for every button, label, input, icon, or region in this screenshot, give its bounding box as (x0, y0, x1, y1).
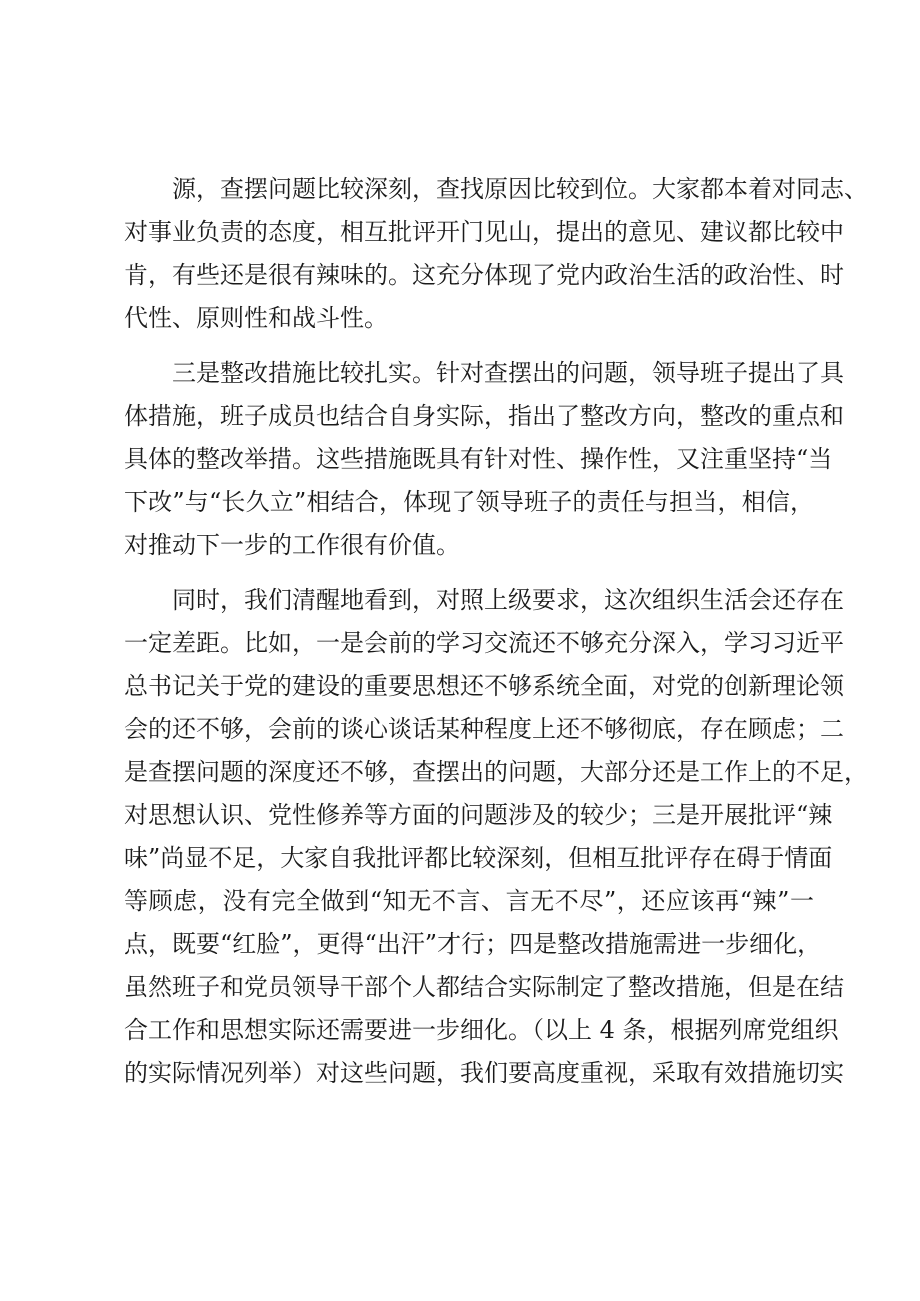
paragraph-2-line-2: 体措施，班子成员也结合自身实际，指出了整改方向，整改的重点和 (124, 402, 844, 430)
paragraph-3-line-1: 同时，我们清醒地看到，对照上级要求，这次组织生活会还存在 (172, 586, 844, 614)
paragraph-3-line-3: 总书记关于党的建设的重要思想还不够系统全面，对党的创新理论领 (124, 672, 844, 700)
paragraph-1-line-3: 肯，有些还是很有辣味的。这充分体现了党内政治生活的政治性、时 (124, 261, 844, 289)
paragraph-3-line-7: 味”尚显不足，大家自我批评都比较深刻，但相互批评存在碍于情面 (124, 844, 833, 872)
paragraph-3-line-8: 等顾虑，没有完全做到“知无不言、言无不尽”，还应该再“辣”一 (124, 887, 814, 915)
paragraph-3-line-6: 对思想认识、党性修养等方面的问题涉及的较少；三是开展批评“辣 (124, 801, 833, 829)
paragraph-3-line-12: 的实际情况列举）对这些问题，我们要高度重视，采取有效措施切实 (124, 1059, 844, 1087)
paragraph-2-line-5: 对推动下一步的工作很有价值。 (124, 531, 460, 559)
body-text (124, 168, 868, 1095)
paragraph-3-line-11: 合工作和思想实际还需要进一步细化。（以上 4 条，根据列席党组织 (124, 1016, 839, 1044)
paragraph-gap (124, 567, 814, 579)
paragraph-2-line-3: 具体的整改举措。这些措施既具有针对性、操作性，又注重坚持“当 (124, 445, 833, 473)
paragraph-2-line-1: 三是整改措施比较扎实。针对查摆出的问题，领导班子提出了具 (172, 359, 844, 387)
paragraph-gap (124, 340, 814, 352)
paragraph-3-line-10: 虽然班子和党员领导干部个人都结合实际制定了整改措施，但是在结 (124, 973, 844, 1001)
paragraph-3-line-5: 是查摆问题的深度还不够，查摆出的问题，大部分还是工作上的不足， (124, 758, 868, 786)
paragraph-2-line-4: 下改”与“长久立”相结合，体现了领导班子的责任与担当，相信， (124, 488, 814, 516)
paragraph-1-line-1: 源，查摆问题比较深刻，查找原因比较到位。大家都本着对同志、 (172, 175, 868, 203)
paragraph-3-line-9: 点，既要“红脸”，更得“出汗”才行；四是整改措施需进一步细化， (124, 930, 822, 958)
paragraph-3-line-4: 会的还不够，会前的谈心谈话某种程度上还不够彻底，存在顾虑；二 (124, 715, 844, 743)
paragraph-1-line-4: 代性、原则性和战斗性。 (124, 304, 388, 332)
paragraph-3-line-2: 一定差距。比如，一是会前的学习交流还不够充分深入，学习习近平 (124, 629, 844, 657)
paragraph-1-line-2: 对事业负责的态度，相互批评开门见山，提出的意见、建议都比较中 (124, 218, 844, 246)
